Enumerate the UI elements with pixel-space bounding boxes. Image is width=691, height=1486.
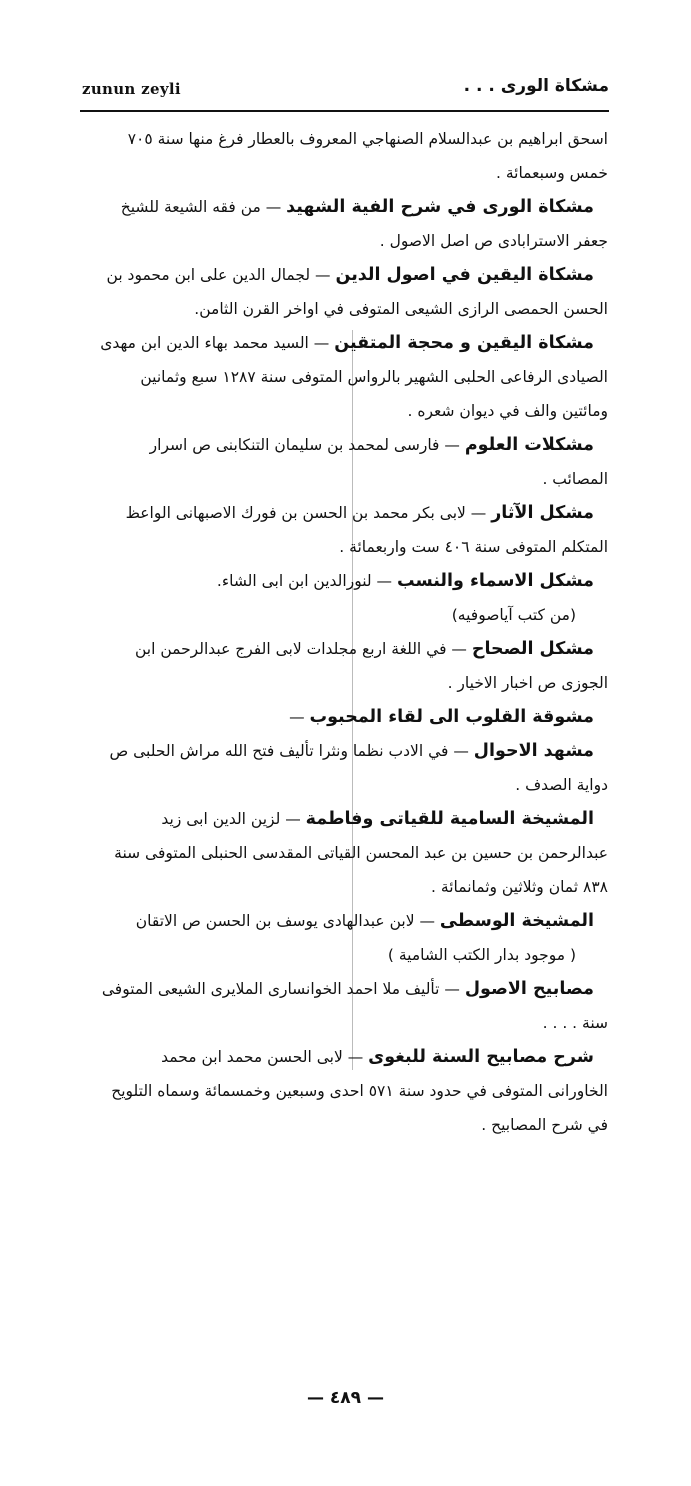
entry-description: — لابى الحسن محمد ابن محمد الخاورانى المتوفى في حدود سنة ٥٧١ احدى وسبعين وخمسمائة وسماه التلويح في شرح المصابيح . — [111, 1048, 608, 1134]
entry-14 — [100, 1040, 608, 1142]
entry-11 — [100, 802, 608, 904]
entry-description: — — [289, 708, 310, 726]
entry-note: ( موجود بدار الكتب الشامية ) — [387, 946, 576, 964]
entry-title: مشوقة القلوب الى لقاء المحبوب — [309, 707, 594, 727]
entry-description: — السيد محمد بهاء الدين ابن مهدى الصيادى الرفاعى الحلبى الشهير بالرواس المتوفى سنة ١٢٨٧ سبع وثمانين ومائتين والف في ديوان شعره . — [100, 334, 608, 420]
entry-description: — لنورالدين ابن ابى الشاء. — [216, 572, 397, 590]
entry-3 — [100, 258, 608, 326]
entry-description: — تأليف ملا احمد الخوانسارى الملايرى الشيعى المتوفى سنة . . . . — [101, 980, 608, 1032]
entry-13 — [100, 972, 608, 1040]
entry-title: مشكل الآثار — [491, 503, 594, 523]
entry-note: (من كتب آياصوفيه) — [451, 606, 576, 624]
entry-title: مشكاة اليقين و محجة المتقين — [334, 333, 594, 353]
entry-title: مشكلات العلوم — [464, 435, 594, 455]
entry-10 — [100, 734, 608, 802]
entry-1 — [100, 122, 608, 190]
entry-title: مشكل الاسماء والنسب — [396, 571, 594, 591]
entry-title: المشيخة الوسطى — [439, 911, 594, 931]
entry-description: — لزين الدين ابى زيد عبدالرحمن بن حسين بن عبد المحسن القياتى المقدسى الحنبلى المتوفى سنة ٨٣٨ ثمان وثلاثين وثمانمائة . — [114, 810, 608, 896]
entry-title: مشكاة اليقين في اصول الدين — [335, 265, 594, 285]
running-head — [0, 0, 691, 110]
entry-8 — [100, 632, 608, 700]
entry-12 — [100, 904, 608, 972]
header-rule — [80, 110, 609, 112]
page-number: — ٤٨٩ — — [307, 1388, 384, 1408]
entry-title: مشكاة الورى في شرح الفية الشهيد — [286, 197, 594, 217]
entry-description: — في اللغة اربع مجلدات لابى الفرج عبدالرحمن ابن الجوزى ص اخبار الاخيار . — [134, 640, 608, 692]
entry-description: — لابى بكر محمد بن الحسن بن فورك الاصبهانى الواعظ المتكلم المتوفى سنة ٤٠٦ ست واربعمائة . — [125, 504, 608, 556]
entry-5 — [100, 428, 608, 496]
entry-title: مشهد الاحوال — [473, 741, 594, 761]
running-head-left: zunun zeyli — [82, 80, 181, 98]
entry-title: شرح مصابيح السنة للبغوى — [368, 1047, 594, 1067]
entry-description: — فارسى لمحمد بن سليمان التنكابنى ص اسرار المصائب . — [149, 436, 608, 488]
running-head-right: مشكاة الورى . . . — [463, 76, 609, 96]
entry-7 — [100, 564, 608, 632]
entry-title: مصابيح الاصول — [464, 979, 594, 999]
entry-description: — لابن عبدالهادى يوسف بن الحسن ص الاتقان — [135, 912, 440, 930]
entry-description: — في الادب نظما ونثرا تأليف فتح الله مراش الحلبى ص دواية الصدف . — [109, 742, 608, 794]
entry-title: المشيخة السامية للقياتى وفاطمة — [305, 809, 594, 829]
entry-description: اسحق ابراهيم بن عبدالسلام الصنهاجي المعروف بالعطار فرغ منها سنة ٧٠٥ خمس وسبعمائة . — [127, 130, 608, 182]
entry-list — [100, 122, 608, 1142]
entry-description: — لجمال الدين على ابن محمود بن الحسن الحمصى الرازى الشيعى المتوفى في اواخر القرن الثامن. — [106, 266, 608, 318]
entry-9 — [100, 700, 608, 734]
entry-6 — [100, 496, 608, 564]
entry-title: مشكل الصحاح — [471, 639, 594, 659]
entry-2 — [100, 190, 608, 258]
entry-description: — من فقه الشيعة للشيخ جعفر الاسترابادى ص اصل الاصول . — [120, 198, 608, 250]
entry-4 — [100, 326, 608, 428]
